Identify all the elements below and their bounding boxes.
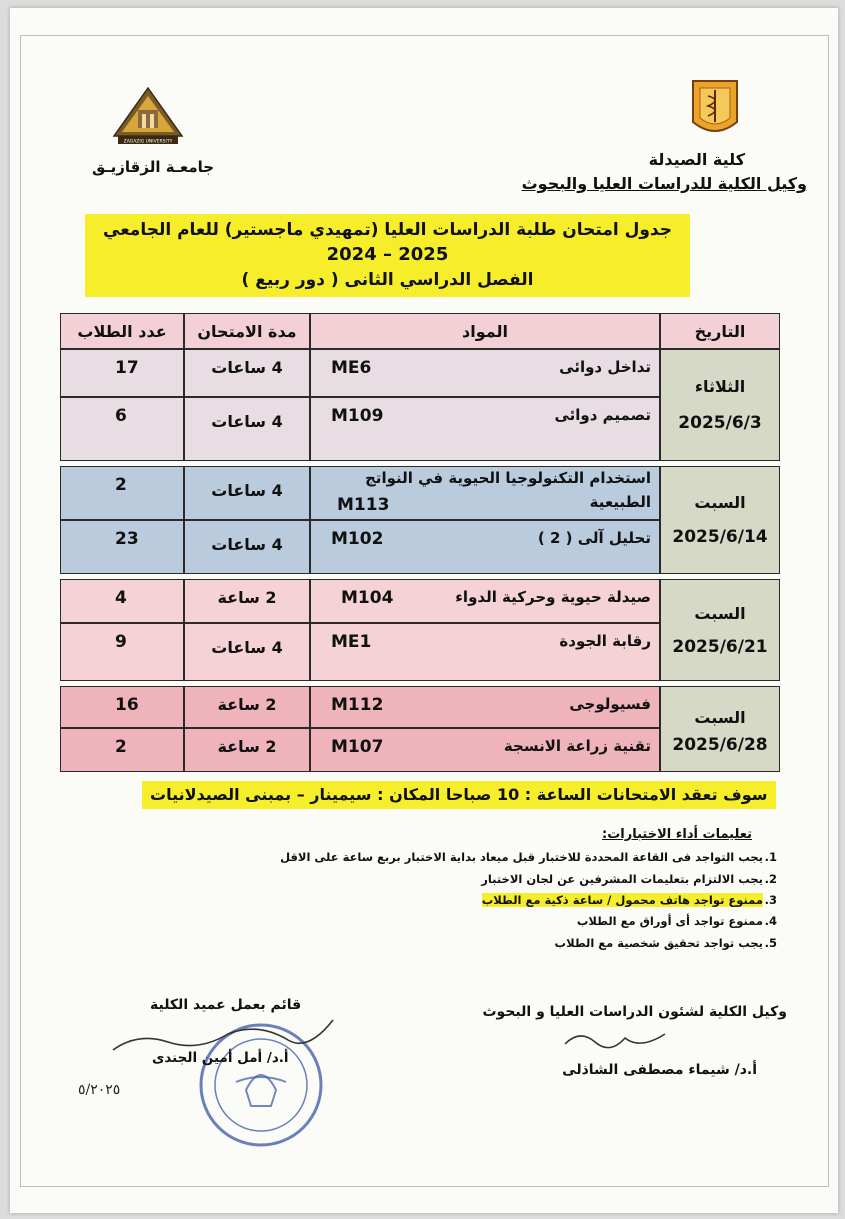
duration-cell [184, 466, 310, 520]
students-count-cell [60, 728, 184, 772]
subject-name: رقابة الجودة [559, 632, 651, 650]
acting-dean-title: قائم بعمل عميد الكلية [150, 997, 302, 1013]
instructions-title: تعليمات أداء الاختبارات: [602, 827, 752, 842]
course-code: M109 [331, 406, 384, 426]
students-count: 4 [115, 588, 127, 608]
duration-cell [184, 520, 310, 574]
subject-cell [310, 728, 660, 772]
instruction-number: 3. [764, 893, 777, 907]
header-subjects: المواد [310, 313, 660, 349]
subject-name: فسيولوجى [569, 695, 651, 713]
exam-duration: 4 ساعات [211, 358, 283, 377]
vice-dean-signature-icon [560, 1024, 670, 1056]
logo-caption: ZAGAZIG UNIVERSITY [123, 139, 173, 145]
instruction-text: يجب تواجد تحقيق شخصية مع الطلاب [554, 936, 763, 950]
course-code: M107 [331, 737, 384, 757]
students-count: 2 [115, 737, 127, 757]
students-count: 23 [115, 529, 139, 549]
date-cell [660, 686, 780, 772]
vice-dean-title: وكيل الكلية للدراسات العليا والبحوث [521, 174, 807, 193]
subject-name: تداخل دوائى [559, 358, 651, 376]
header-students: عدد الطلاب [60, 313, 184, 349]
subject-name: تصميم دوائى [554, 406, 651, 424]
vice-dean-name: أ.د/ شيماء مصطفى الشاذلى [562, 1062, 757, 1078]
instruction-item [577, 914, 777, 928]
subject-name: صيدلة حيوية وحركية الدواء [455, 588, 651, 606]
header-date: التاريخ [660, 313, 780, 349]
students-count: 9 [115, 632, 127, 652]
exam-date: 2025/6/21 [672, 637, 768, 658]
exam-duration: 2 ساعة [217, 588, 277, 607]
university-name: جامعـة الزقازيـق [92, 158, 215, 176]
exam-date: 2025/6/3 [678, 412, 762, 433]
subject-name: تقنية زراعة الانسجة [503, 737, 651, 755]
handwritten-date: ٥/٢٠٢٥ [78, 1082, 121, 1098]
subject-cell [310, 686, 660, 728]
subject-cell [310, 466, 660, 520]
instruction-number: 2. [764, 872, 777, 886]
acting-dean-name: أ.د/ أمل أمين الجندى [152, 1050, 289, 1066]
duration-cell [184, 686, 310, 728]
date-cell [660, 349, 780, 461]
course-code: ME1 [331, 632, 372, 652]
exam-duration: 2 ساعة [217, 737, 277, 756]
exam-date: 2025/6/28 [672, 735, 768, 756]
course-code: M113 [337, 495, 390, 515]
students-count-cell [60, 520, 184, 574]
students-count-cell [60, 579, 184, 623]
exam-duration: 4 ساعات [211, 638, 283, 657]
duration-cell [184, 397, 310, 461]
students-count: 16 [115, 695, 139, 715]
title-line-1: جدول امتحان طلبة الدراسات العليا (تمهيدي ماجستير) للعام الجامعي [103, 220, 672, 240]
students-count-cell [60, 466, 184, 520]
subject-name: تحليل آلى ( 2 ) [537, 529, 651, 547]
students-count-cell [60, 686, 184, 728]
instruction-item [280, 850, 777, 864]
students-count: 6 [115, 406, 127, 426]
instruction-text: يجب التواجد فى القاعة المحددة للاختبار قبل ميعاد بداية الاختبار بربع ساعة على الاقل [280, 850, 763, 864]
course-code: ME6 [331, 358, 372, 378]
students-count: 2 [115, 475, 127, 495]
exam-time-location: سوف تعقد الامتحانات الساعة : 10 صباحا المكان : سيمينار – بمبنى الصيدلانيات [142, 781, 776, 809]
exam-date: 2025/6/14 [672, 527, 768, 548]
date-cell [660, 579, 780, 681]
schedule-title-block [85, 214, 690, 297]
duration-cell [184, 579, 310, 623]
vice-dean-signature-title: وكيل الكلية لشئون الدراسات العليا و البحوث [482, 1004, 787, 1020]
students-count-cell [60, 349, 184, 397]
students-count-cell [60, 397, 184, 461]
students-count: 17 [115, 358, 139, 378]
exam-duration: 2 ساعة [217, 695, 277, 714]
duration-cell [184, 623, 310, 681]
exam-duration: 4 ساعات [211, 535, 283, 554]
course-code: M112 [331, 695, 384, 715]
header-duration: مدة الامتحان [184, 313, 310, 349]
course-code: M102 [331, 529, 384, 549]
exam-duration: 4 ساعات [211, 412, 283, 431]
subject-cell [310, 397, 660, 461]
instruction-text: ممنوع تواجد أى أوراق مع الطلاب [576, 914, 763, 928]
exam-day: السبت [694, 492, 746, 512]
exam-duration: 4 ساعات [211, 481, 283, 500]
semester-label: الفصل الدراسي الثانى ( دور ربيع ) [241, 270, 534, 290]
academic-year: 2024 – 2025 [326, 244, 449, 265]
instruction-text: ممنوع تواجد هاتف محمول / ساعة ذكية مع الطلاب [481, 893, 763, 907]
date-cell [660, 466, 780, 574]
course-code: M104 [341, 588, 394, 608]
instruction-text: يجب الالتزام بتعليمات المشرفين عن لجان الاختبار [481, 872, 763, 886]
instruction-number: 4. [764, 914, 777, 928]
instruction-item [481, 872, 777, 886]
students-count-cell [60, 623, 184, 681]
exam-day: السبت [694, 604, 746, 624]
subject-cell [310, 579, 660, 623]
instruction-item [482, 893, 777, 907]
subject-cell [310, 520, 660, 574]
faculty-name: كلية الصيدلة [648, 150, 745, 169]
duration-cell [184, 728, 310, 772]
university-logo-icon [112, 86, 184, 148]
instruction-number: 5. [764, 936, 777, 950]
subject-name-line2: الطبيعية [589, 493, 651, 511]
subject-cell [310, 623, 660, 681]
subject-name: استخدام التكنولوجيا الحيوية في النواتج [365, 469, 651, 487]
subject-cell [310, 349, 660, 397]
instruction-item [555, 936, 777, 950]
exam-day: السبت [694, 707, 746, 727]
exam-schedule-table [60, 313, 780, 759]
faculty-logo-icon [690, 78, 740, 140]
duration-cell [184, 349, 310, 397]
instruction-number: 1. [764, 850, 777, 864]
exam-day: الثلاثاء [694, 376, 746, 396]
